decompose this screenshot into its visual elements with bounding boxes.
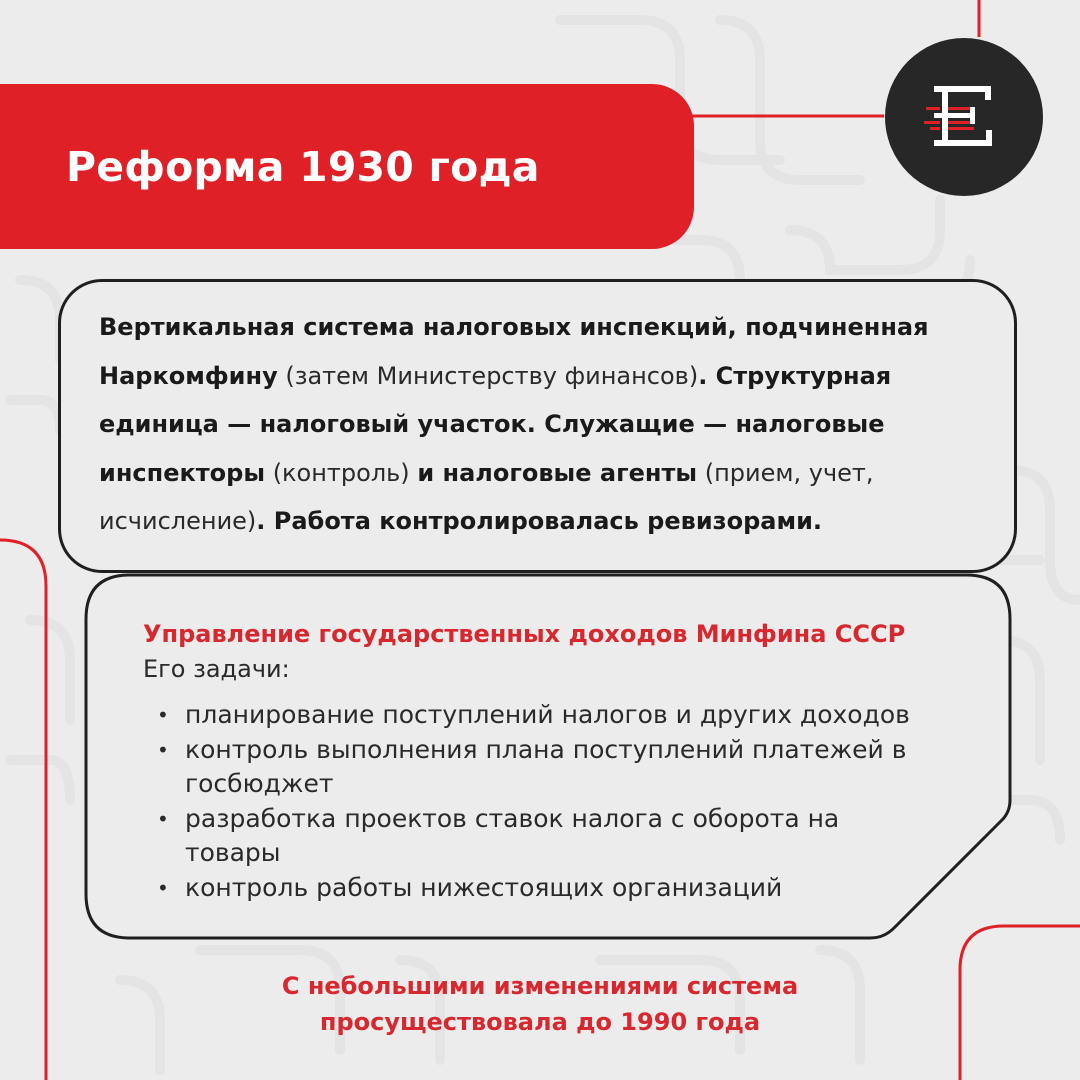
structure-segment-3: . Структурная единица — налоговый участок. Служащие — налоговые инспекторы xyxy=(99,361,892,487)
conclusion-line-2: просуществовала до 1990 года xyxy=(319,1008,761,1036)
structure-segment-2: (затем Министерству финансов) xyxy=(277,361,699,390)
bullet-icon: • xyxy=(157,703,169,727)
conclusion-text xyxy=(0,968,1080,1040)
structure-segment-1: Вертикальная система налоговых инспекций, подчиненная Наркомфину xyxy=(99,313,929,390)
task-text: разработка проектов ставок налога с оборота на товары xyxy=(185,803,840,867)
conclusion-line-1: С небольшими изменениями система xyxy=(281,972,799,1000)
bullet-icon: • xyxy=(157,737,169,762)
task-text: контроль работы нижестоящих организаций xyxy=(185,872,783,902)
task-text: контроль выполнения плана поступлений платежей в госбюджет xyxy=(185,734,907,798)
page-title: Реформа 1930 года xyxy=(66,143,540,191)
list-item xyxy=(157,733,945,802)
list-item xyxy=(157,871,977,906)
list-item xyxy=(157,698,977,733)
tasks-label: Его задачи: xyxy=(143,655,290,683)
structure-segment-7: . Работа контролировалась ревизорами. xyxy=(256,507,822,535)
tasks-list xyxy=(157,698,977,905)
agency-title: Управление государственных доходов Минфина СССР xyxy=(143,620,906,648)
bullet-icon: • xyxy=(157,875,169,900)
list-item xyxy=(157,802,875,871)
structure-segment-5: и налоговые агенты xyxy=(417,458,698,487)
structure-segment-6: (прием, учет, исчисление) xyxy=(99,458,874,535)
task-text: планирование поступлений налогов и других доходов xyxy=(185,700,910,729)
bullet-icon: • xyxy=(157,806,169,831)
structure-segment-4: (контроль) xyxy=(265,458,418,487)
